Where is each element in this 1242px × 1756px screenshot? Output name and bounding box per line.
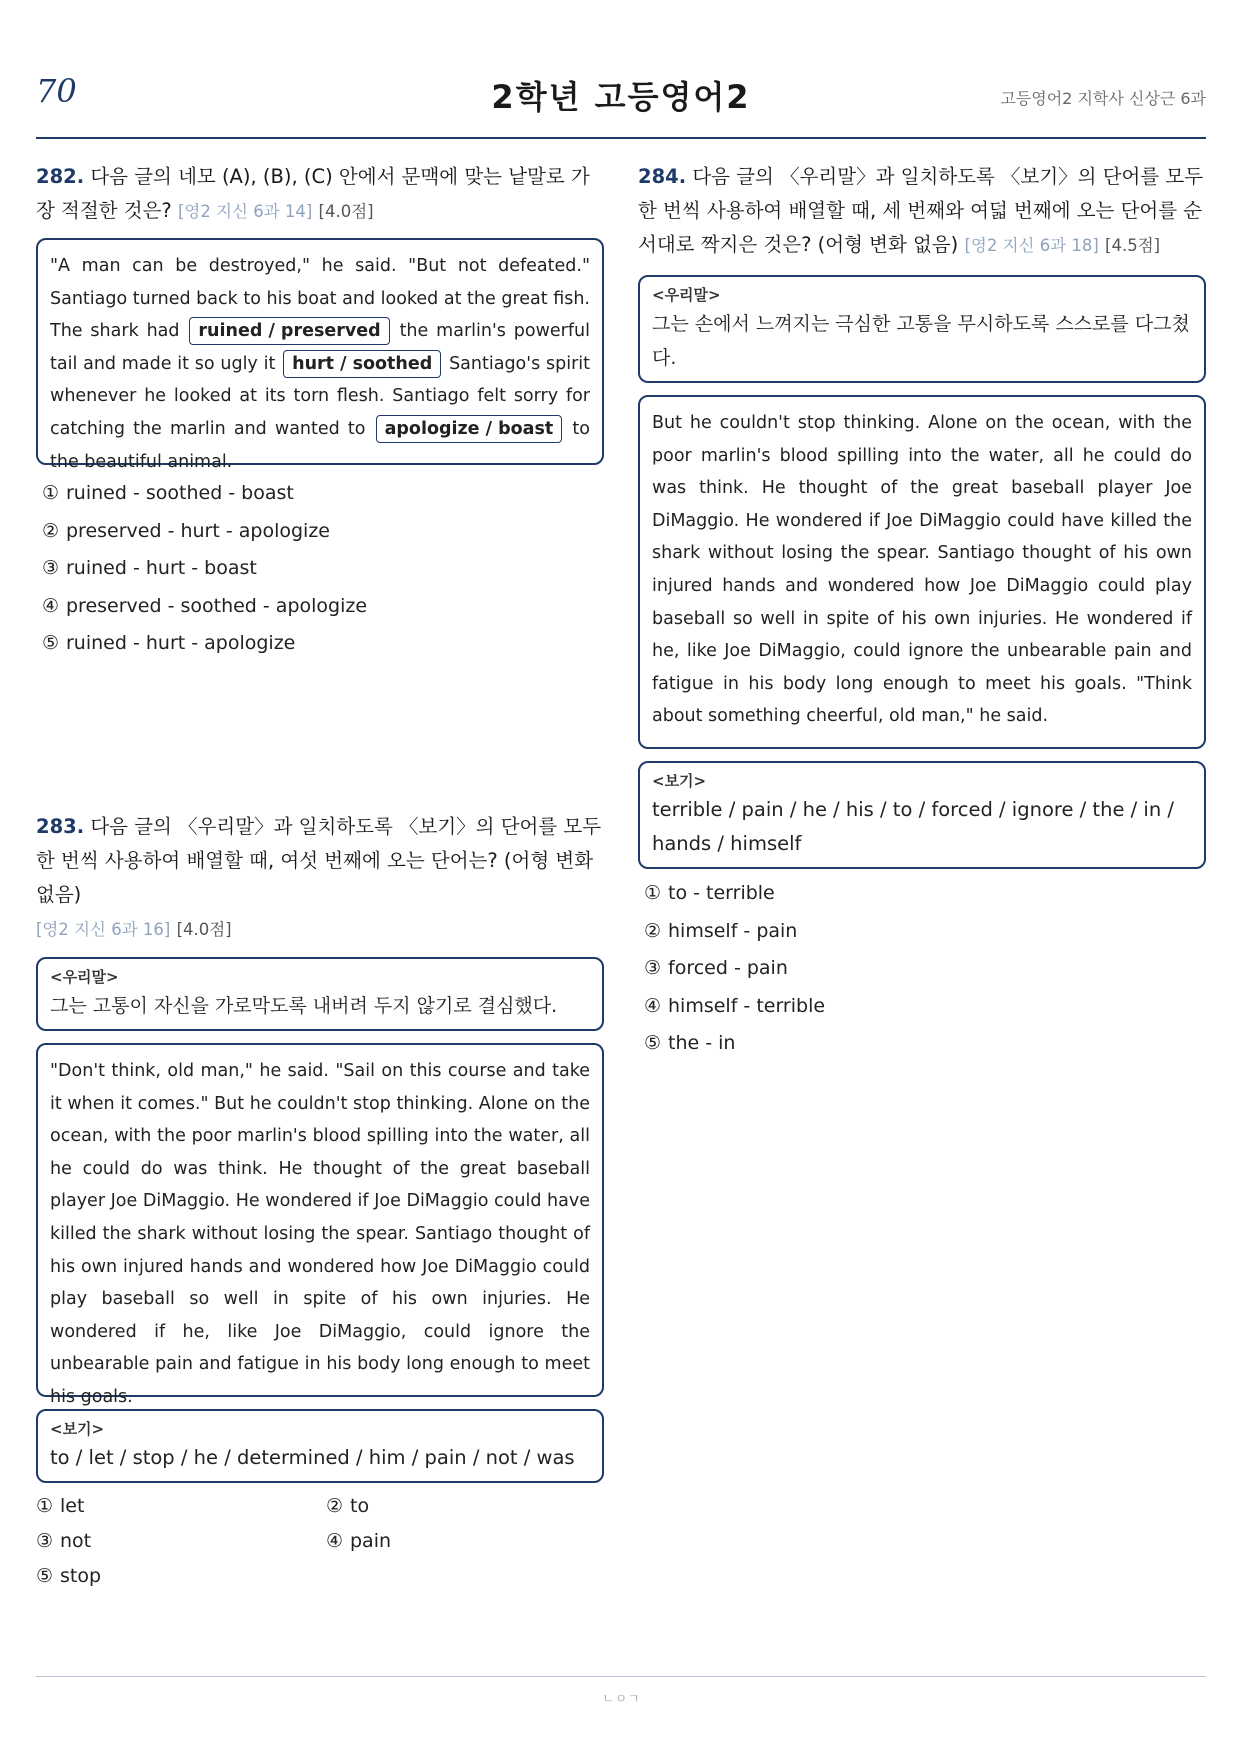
question-source: [영2 지신 6과 18] (964, 236, 1099, 255)
korean-sentence: 그는 고통이 자신을 가로막도록 내버려 두지 않기로 결심했다. (50, 995, 558, 1017)
answer-choice[interactable]: ② to (326, 1495, 370, 1517)
header-divider (36, 137, 1206, 139)
question-source: [영2 지신 6과 16] (36, 920, 171, 939)
question-282-head (36, 160, 604, 228)
answer-choice[interactable]: ① let (36, 1495, 85, 1517)
passage-text: "Don't think, old man," he said. "Sail on this course and take it when it comes." But he couldn't stop thinking. Alone on the ocean, with the poor marlin's blood spilling into the water, all he could do was think. He thought of the great baseball player Joe DiMaggio. He wondered if Joe DiMaggio could have killed the shark without losing the spear. Santiago thought of his own injured hands and wondered how Joe DiMaggio could play baseball so well in spite of his own injuries. He wondered if he, like Joe DiMaggio, could ignore the unbearable pain and fatigue in his body long enough to meet his goals. (50, 1061, 590, 1407)
bogi-words: to / let / stop / he / determined / him / pain / not / was (50, 1446, 575, 1469)
answer-choice[interactable]: ⑤ the - in (644, 1032, 736, 1054)
passage-text: Santiago's spirit whenever he looked at its torn flesh. Santiago felt sorry for catching the marlin and wanted to (50, 353, 590, 439)
bogi-label: <보기> (50, 1420, 105, 1438)
right-column (638, 160, 1206, 1063)
answer-choice[interactable]: ④ pain (326, 1530, 392, 1552)
question-stem: 다음 글의 〈우리말〉과 일치하도록 〈보기〉의 단어를 모두 한 번씩 사용하여 배열할 때, 세 번째와 여덟 번째에 오는 단어를 순서대로 짝지은 것은? (어형 변화 없음) (638, 165, 1204, 256)
question-number: 283. (36, 815, 85, 838)
page-title: 2학년 고등영어2 (491, 78, 751, 116)
korean-box (638, 275, 1206, 383)
answer-choices (36, 1489, 604, 1594)
choice-box-c: apologize / boast (376, 415, 563, 443)
passage-text: "A man can be destroyed," he said. "But not defeated." Santiago turned back to his boat and looked at the great fish. The shark had (50, 256, 590, 342)
question-number: 284. (638, 165, 687, 188)
answer-choice[interactable]: ③ forced - pain (644, 957, 788, 979)
question-284 (638, 160, 1206, 1063)
answer-choice[interactable]: ⑤ stop (36, 1565, 102, 1587)
question-282 (36, 160, 604, 663)
question-stem: 다음 글의 네모 (A), (B), (C) 안에서 문맥에 맞는 낱말로 가장 적절한 것은? (36, 165, 590, 222)
answer-choice[interactable]: ① ruined - soothed - boast (42, 482, 294, 504)
answer-choice[interactable]: ② himself - pain (644, 919, 798, 942)
bogi-words: terrible / pain / he / his / to / forced / ignore / the / in / hands / himself (652, 798, 1174, 855)
answer-choice[interactable]: ① to - terrible (644, 882, 775, 904)
answer-choice[interactable]: ④ himself - terrible (644, 994, 826, 1017)
answer-choice[interactable]: ③ not (36, 1530, 92, 1552)
korean-box (36, 957, 604, 1031)
footer-mark: ㄴㅇㄱ (602, 1692, 640, 1707)
korean-label: <우리말> (50, 968, 119, 986)
answer-choice[interactable]: ③ ruined - hurt - boast (42, 557, 257, 579)
question-points: [4.0점] (318, 202, 374, 221)
left-column (36, 160, 604, 1587)
answer-choice[interactable]: ⑤ ruined - hurt - apologize (42, 632, 296, 654)
korean-label: <우리말> (652, 286, 721, 304)
question-number: 282. (36, 165, 85, 188)
passage-text: the marlin's powerful tail and made it so ugly it (50, 321, 590, 374)
page-number: 70 (36, 72, 77, 110)
question-283 (36, 810, 604, 1594)
question-points: [4.5점] (1105, 236, 1161, 255)
bogi-label: <보기> (652, 772, 707, 790)
bogi-box (638, 761, 1206, 869)
answer-choice[interactable]: ④ preserved - soothed - apologize (42, 594, 368, 617)
answer-choices (644, 875, 1206, 1063)
answer-choice[interactable]: ② preserved - hurt - apologize (42, 519, 330, 542)
question-points: [4.0점] (176, 920, 232, 939)
footer-divider (36, 1676, 1206, 1677)
question-stem: 다음 글의 〈우리말〉과 일치하도록 〈보기〉의 단어를 모두 한 번씩 사용하여 배열할 때, 여섯 번째에 오는 단어는? (어형 변화 없음) (36, 815, 602, 906)
passage-box (36, 1043, 604, 1407)
answer-choices (42, 475, 604, 663)
choice-box-a: ruined / preserved (189, 317, 389, 345)
question-283-head (36, 810, 604, 947)
korean-sentence: 그는 손에서 느껴지는 극심한 고통을 무시하도록 스스로를 다그쳤다. (652, 313, 1190, 369)
passage-box (36, 238, 604, 472)
question-source: [영2 지신 6과 14] (177, 202, 313, 221)
choice-box-b: hurt / soothed (283, 350, 441, 378)
passage-text: to the beautiful animal. (50, 418, 590, 472)
bogi-box (36, 1409, 604, 1483)
page-subtitle: 고등영어2 지학사 신상근 6과 (1000, 89, 1206, 108)
passage-box (638, 395, 1206, 749)
question-284-head (638, 160, 1206, 263)
passage-text: But he couldn't stop thinking. Alone on the ocean, with the poor marlin's blood spilling into the water, all he could do was think. He thought of the great baseball player Joe DiMaggio. He wondered if Joe DiMaggio could have killed the shark without losing the spear. Santiago thought of his own injured hands and wondered how Joe DiMaggio could play baseball so well in spite of his own injuries. He wondered if he, like Joe DiMaggio, could ignore the unbearable pain and fatigue in his body long enough to meet his goals. "Think about something cheerful, old man," he said. (652, 413, 1192, 727)
